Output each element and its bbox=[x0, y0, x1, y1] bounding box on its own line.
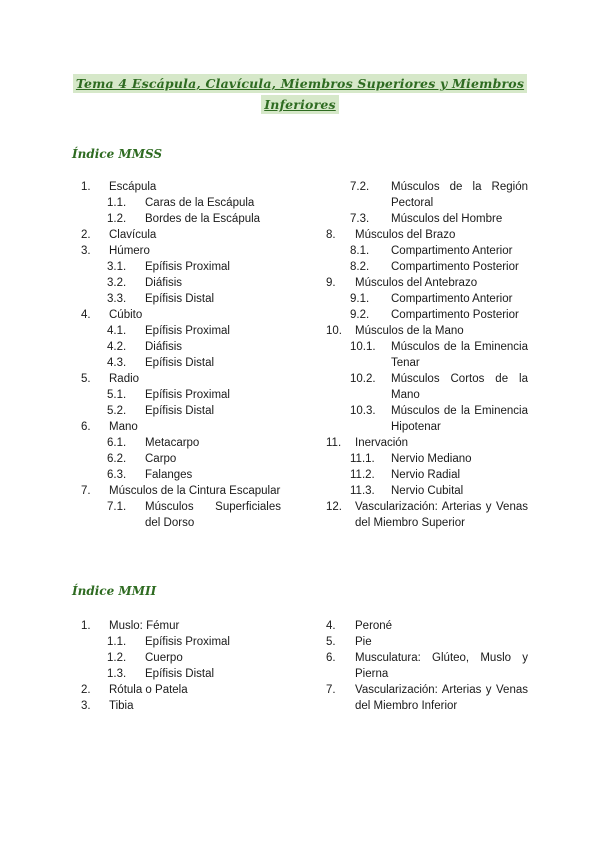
toc-item bbox=[81, 307, 281, 323]
toc-item bbox=[81, 698, 281, 714]
toc-item-number: 11.3. bbox=[350, 485, 375, 497]
toc-item-number: 6.2. bbox=[107, 453, 127, 465]
toc-item-text: Peroné bbox=[355, 620, 393, 632]
toc-item-number: 1. bbox=[81, 620, 91, 632]
title-line-2: Inferiores bbox=[261, 95, 339, 114]
toc-item-text: Músculos de la Cintura Escapular bbox=[109, 485, 281, 497]
toc-item-text: Vascularización: Arterias y Venas del Miembro Superior bbox=[355, 501, 528, 529]
toc-item-text: Epífisis Proximal bbox=[145, 636, 230, 648]
toc-item bbox=[320, 179, 528, 211]
toc-item-number: 6. bbox=[81, 421, 91, 433]
toc-item bbox=[320, 403, 528, 435]
toc-item-number: 1.3. bbox=[107, 668, 127, 680]
mmss-heading: Índice MMSS bbox=[72, 147, 163, 161]
toc-item-number: 3. bbox=[81, 700, 91, 712]
toc-item bbox=[81, 227, 281, 243]
toc-item bbox=[320, 275, 528, 291]
toc-item bbox=[320, 339, 528, 371]
toc-item bbox=[320, 650, 528, 682]
toc-item-text: Cúbito bbox=[109, 309, 143, 321]
toc-item-number: 10.1. bbox=[350, 341, 376, 353]
toc-item-text: Músculos de la Mano bbox=[355, 325, 464, 337]
toc-item bbox=[81, 435, 281, 451]
toc-item-number: 7. bbox=[81, 485, 91, 497]
toc-item-number: 10.3. bbox=[350, 405, 376, 417]
toc-item-text: Rótula o Patela bbox=[109, 684, 188, 696]
toc-item bbox=[320, 467, 528, 483]
toc-item-number: 2. bbox=[81, 229, 91, 241]
toc-item-text: Inervación bbox=[355, 437, 409, 449]
toc-item-text: Tibia bbox=[109, 700, 134, 712]
toc-item-text: Músculos de la Eminencia Hipotenar bbox=[391, 405, 528, 433]
toc-item-text: Compartimento Posterior bbox=[391, 309, 519, 321]
toc-item-text: Diáfisis bbox=[145, 277, 183, 289]
toc-item bbox=[81, 419, 281, 435]
mmii-heading: Índice MMII bbox=[72, 584, 157, 598]
toc-item-number: 1.1. bbox=[107, 197, 127, 209]
toc-item bbox=[320, 211, 528, 227]
toc-item bbox=[81, 682, 281, 698]
toc-item-number: 3. bbox=[81, 245, 91, 257]
toc-item bbox=[81, 483, 281, 499]
toc-item-number: 7.3. bbox=[350, 213, 370, 225]
toc-item bbox=[320, 618, 528, 634]
toc-item-number: 6.3. bbox=[107, 469, 127, 481]
toc-item-text: Músculos del Brazo bbox=[355, 229, 456, 241]
toc-item-number: 5.1. bbox=[107, 389, 127, 401]
toc-item bbox=[81, 650, 281, 666]
toc-item bbox=[81, 195, 281, 211]
toc-item bbox=[320, 371, 528, 403]
toc-item-number: 3.2. bbox=[107, 277, 127, 289]
toc-item bbox=[320, 435, 528, 451]
toc-item-text: Nervio Mediano bbox=[391, 453, 472, 465]
toc-item-text: Músculos de la Eminencia Tenar bbox=[391, 341, 528, 369]
toc-item-text: Bordes de la Escápula bbox=[145, 213, 261, 225]
toc-item bbox=[81, 634, 281, 650]
toc-item bbox=[320, 323, 528, 339]
toc-item-number: 6.1. bbox=[107, 437, 127, 449]
mmss-list-right bbox=[320, 179, 528, 531]
toc-item bbox=[81, 618, 281, 634]
toc-item-text: Diáfisis bbox=[145, 341, 183, 353]
toc-item-text: Epífisis Distal bbox=[145, 293, 215, 305]
toc-item-number: 10. bbox=[326, 325, 342, 337]
toc-item-text: Compartimento Posterior bbox=[391, 261, 519, 273]
toc-item-text: Vascularización: Arterias y Venas del Miembro Inferior bbox=[355, 684, 528, 712]
toc-item-text: Epífisis Proximal bbox=[145, 389, 230, 401]
toc-item bbox=[320, 243, 528, 259]
toc-item-number: 11.1. bbox=[350, 453, 375, 465]
toc-item-number: 8.1. bbox=[350, 245, 370, 257]
toc-item-text: Nervio Cubital bbox=[391, 485, 464, 497]
toc-item-text: Falanges bbox=[145, 469, 193, 481]
toc-item-text: Cuerpo bbox=[145, 652, 183, 664]
toc-item-text: Muslo: Fémur bbox=[109, 620, 180, 632]
toc-item bbox=[320, 499, 528, 531]
toc-item-text: Epífisis Proximal bbox=[145, 261, 230, 273]
toc-item-text: Epífisis Distal bbox=[145, 405, 215, 417]
toc-item bbox=[81, 339, 281, 355]
toc-item bbox=[320, 483, 528, 499]
toc-item-text: Pie bbox=[355, 636, 372, 648]
toc-item bbox=[81, 243, 281, 259]
toc-item-text: Compartimento Anterior bbox=[391, 245, 513, 257]
toc-item bbox=[320, 451, 528, 467]
toc-item-number: 9. bbox=[326, 277, 336, 289]
toc-item-number: 6. bbox=[326, 652, 336, 664]
toc-item bbox=[320, 634, 528, 650]
toc-item-text: Nervio Radial bbox=[391, 469, 461, 481]
toc-item-number: 3.3. bbox=[107, 293, 127, 305]
toc-item bbox=[81, 211, 281, 227]
toc-item bbox=[81, 371, 281, 387]
toc-item-number: 7. bbox=[326, 684, 336, 696]
toc-item-number: 5. bbox=[81, 373, 91, 385]
toc-item-number: 8.2. bbox=[350, 261, 370, 273]
toc-item-number: 5. bbox=[326, 636, 336, 648]
toc-item bbox=[81, 666, 281, 682]
toc-item-text: Músculos de la Región Pectoral bbox=[391, 181, 528, 209]
toc-item-number: 7.2. bbox=[350, 181, 370, 193]
toc-item-number: 7.1. bbox=[107, 501, 127, 513]
toc-item-text: Musculatura: Glúteo, Muslo y Pierna bbox=[355, 652, 528, 680]
title-line-1: Tema 4 Escápula, Clavícula, Miembros Superiores y Miembros bbox=[73, 74, 527, 93]
toc-item-text: Compartimento Anterior bbox=[391, 293, 513, 305]
toc-item-number: 9.1. bbox=[350, 293, 370, 305]
toc-item-number: 4. bbox=[81, 309, 91, 321]
toc-item-number: 4.1. bbox=[107, 325, 127, 337]
toc-item bbox=[81, 291, 281, 307]
toc-item-text: Escápula bbox=[109, 181, 157, 193]
toc-item-text: Clavícula bbox=[109, 229, 157, 241]
mmss-list-left bbox=[81, 179, 281, 531]
toc-item-number: 2. bbox=[81, 684, 91, 696]
toc-item bbox=[81, 259, 281, 275]
toc-item-text: Músculos Superficiales del Dorso bbox=[145, 501, 281, 529]
toc-item-number: 1. bbox=[81, 181, 91, 193]
toc-item-text: Carpo bbox=[145, 453, 177, 465]
toc-item-text: Epífisis Distal bbox=[145, 357, 215, 369]
document-title bbox=[70, 74, 530, 116]
toc-item-text: Músculos del Antebrazo bbox=[355, 277, 478, 289]
toc-item-text: Músculos Cortos de la Mano bbox=[391, 373, 528, 401]
toc-item-number: 4.2. bbox=[107, 341, 127, 353]
mmii-list-left bbox=[81, 618, 281, 714]
toc-item-text: Epífisis Distal bbox=[145, 668, 215, 680]
toc-item-text: Epífisis Proximal bbox=[145, 325, 230, 337]
toc-item-text: Metacarpo bbox=[145, 437, 200, 449]
toc-item bbox=[81, 499, 281, 531]
toc-item-number: 1.2. bbox=[107, 213, 127, 225]
toc-item bbox=[81, 387, 281, 403]
toc-item bbox=[320, 307, 528, 323]
toc-item-number: 5.2. bbox=[107, 405, 127, 417]
toc-item bbox=[81, 403, 281, 419]
mmii-list-right bbox=[320, 618, 528, 714]
toc-item-number: 11. bbox=[326, 437, 342, 449]
toc-item-text: Mano bbox=[109, 421, 138, 433]
toc-item-text: Húmero bbox=[109, 245, 150, 257]
toc-item bbox=[320, 682, 528, 714]
toc-item-text: Radio bbox=[109, 373, 140, 385]
toc-item-number: 1.2. bbox=[107, 652, 127, 664]
toc-item bbox=[81, 451, 281, 467]
toc-item bbox=[81, 355, 281, 371]
toc-item bbox=[320, 259, 528, 275]
toc-item-number: 3.1. bbox=[107, 261, 127, 273]
toc-item-number: 11.2. bbox=[350, 469, 375, 481]
toc-item-number: 9.2. bbox=[350, 309, 370, 321]
toc-item-text: Músculos del Hombre bbox=[391, 213, 503, 225]
toc-item bbox=[81, 179, 281, 195]
toc-item bbox=[81, 323, 281, 339]
toc-item bbox=[320, 291, 528, 307]
toc-item-number: 12. bbox=[326, 501, 342, 513]
toc-item-number: 10.2. bbox=[350, 373, 376, 385]
toc-item-number: 4.3. bbox=[107, 357, 127, 369]
toc-item-number: 8. bbox=[326, 229, 336, 241]
toc-item-number: 4. bbox=[326, 620, 336, 632]
toc-item bbox=[81, 467, 281, 483]
toc-item-number: 1.1. bbox=[107, 636, 127, 648]
toc-item bbox=[81, 275, 281, 291]
toc-item-text: Caras de la Escápula bbox=[145, 197, 255, 209]
toc-item bbox=[320, 227, 528, 243]
